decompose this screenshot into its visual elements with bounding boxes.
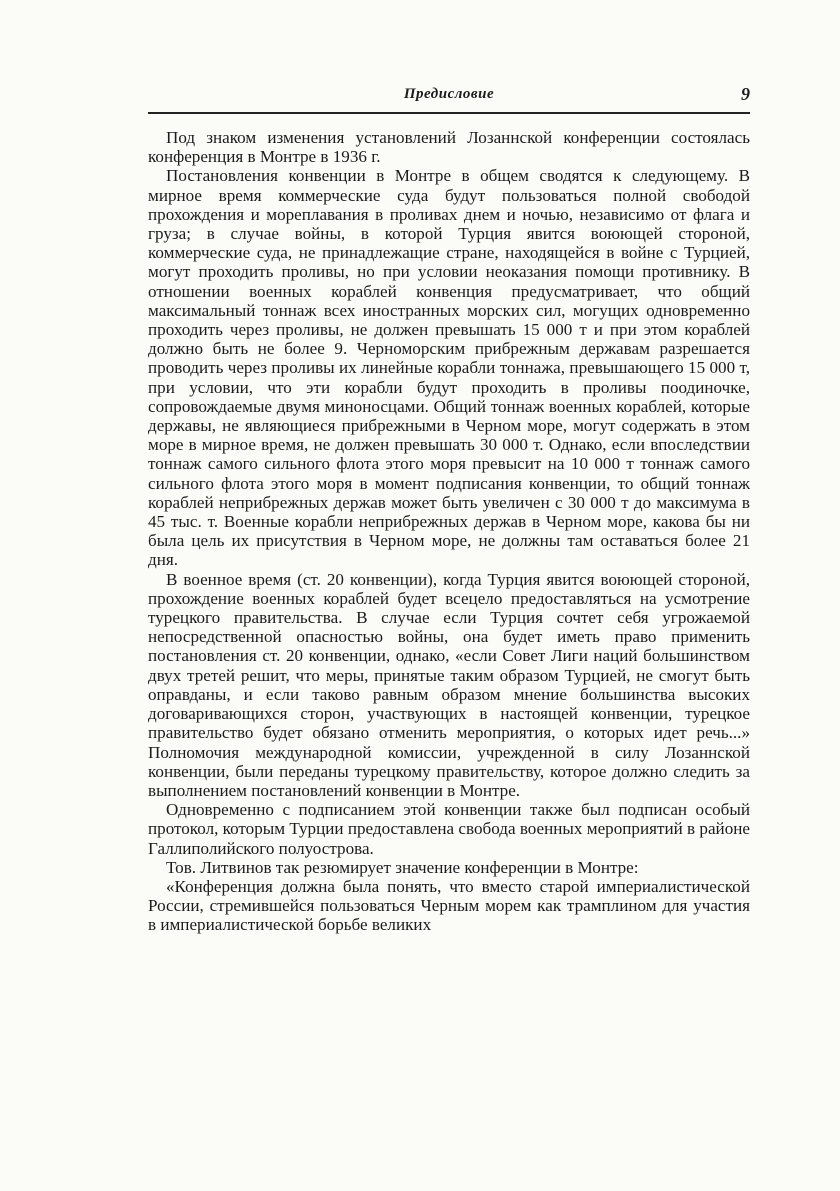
running-header bbox=[148, 86, 750, 110]
paragraph: В военное время (ст. 20 конвенции), когда Турция явится воюющей стороной, прохождение военных кораблей будет всецело предоставляться на усмотрение турецкого правительства. В случае если Турция сочтет себя угрожаемой непосредственной опасностью войны, она будет иметь право применить постановления ст. 20 конвенции, однако, «если Совет Лиги наций большинством двух третей решит, что меры, принятые таким образом Турцией, не смогут быть оправданы, и если таково равным образом мнение большинства высоких договаривающихся сторон, участвующих в настоящей конвенции, турецкое правительство будет обязано отменить мероприятия, о которых идет речь...» Полномочия международной комиссии, учрежденной в силу Лозаннской конвенции, были переданы турецкому правительству, которое должно следить за выполнением постановлений конвенции в Монтре. bbox=[148, 569, 750, 800]
paragraph: Постановления конвенции в Монтре в общем сводятся к следующему. В мирное время коммерческие суда будут пользоваться полной свободой прохождения и мореплавания в проливах днем и ночью, независимо от флага и груза; в случае войны, в которой Турция явится воюющей стороной, коммерческие суда, не принадлежащие стране, находящейся в войне с Турцией, могут проходить проливы, но при условии неоказания помощи противнику. В отношении военных кораблей конвенция предусматривает, что общий максимальный тоннаж всех иностранных морских сил, могущих одновременно проходить через проливы, не должен превышать 15 000 т и при этом кораблей должно быть не более 9. Черноморским прибрежным державам разрешается проводить через проливы их линейные корабли тоннажа, превышающего 15 000 т, при условии, что эти корабли будут проходить в проливы поодиночке, сопровождаемые двумя миноносцами. Общий тоннаж военных кораблей, которые державы, не являющиеся прибрежными в Черном море, могут содержать в этом море в мирное время, не должен превышать 30 000 т. Однако, если впоследствии тоннаж самого сильного флота этого моря превысит на 10 000 т тоннаж самого сильного флота этого моря в момент подписания конвенции, то общий тоннаж кораблей неприбрежных держав может быть увеличен с 30 000 т до максимума в 45 тыс. т. Военные корабли неприбрежных держав в Черном море, какова бы ни была цель их присутствия в Черном море, не должны там оставаться более 21 дня. bbox=[148, 166, 750, 570]
paragraph: Одновременно с подписанием этой конвенции также был подписан особый протокол, которым Турции предоставлена свобода военных мероприятий в районе Галлиполийского полуострова. bbox=[148, 800, 750, 858]
paragraph: «Конференция должна была понять, что вместо старой империалистической России, стремившейся пользоваться Черным морем как трамплином для участия в империалистической борьбе великих bbox=[148, 876, 750, 935]
header-rule bbox=[148, 112, 750, 114]
paragraph: Тов. Литвинов так резюмирует значение конференции в Монтре: bbox=[166, 857, 639, 877]
body-text bbox=[148, 128, 750, 935]
running-title: Предисловие bbox=[403, 86, 495, 102]
page-number: 9 bbox=[741, 84, 750, 104]
paragraph: Под знаком изменения установлений Лозаннской конференции состоялась конференция в Монтре в 1936 г. bbox=[148, 128, 750, 167]
